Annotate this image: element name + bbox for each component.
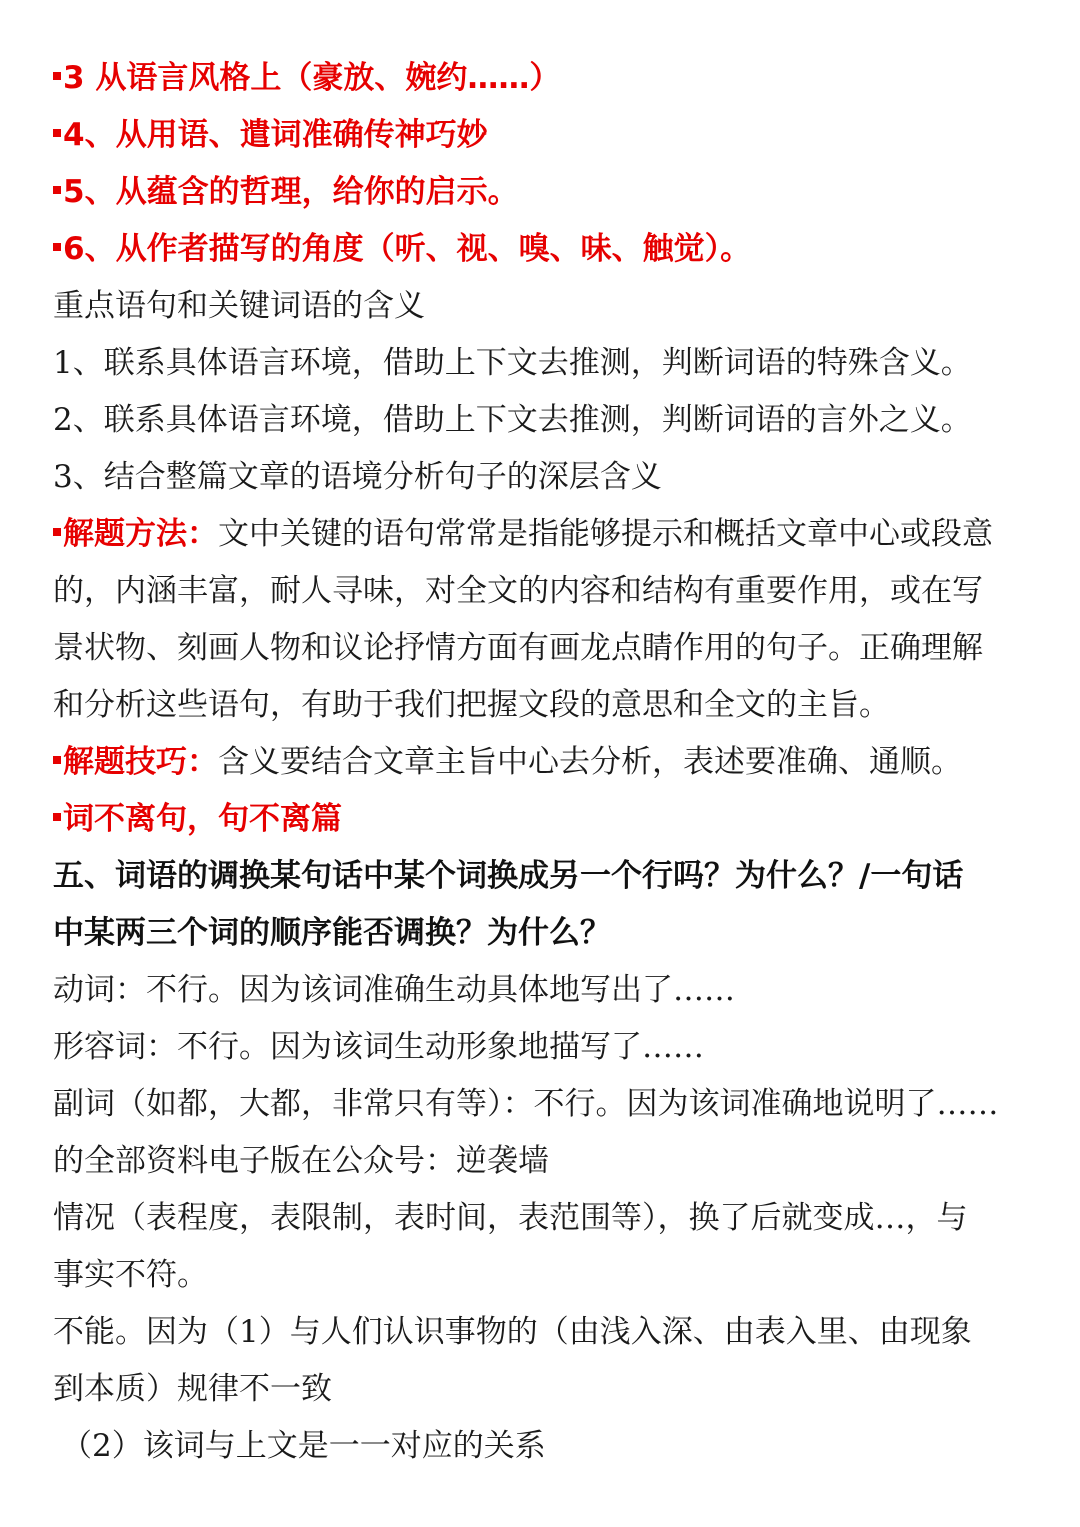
red-point-5-text: 5、从蕴含的哲理，给你的启示。 — [63, 174, 519, 210]
red-point-3-text: 3 从语言风格上（豪放、婉约……） — [63, 60, 561, 96]
red-motto-text: 词不离句，句不离篇 — [63, 801, 342, 837]
bullet-marker-icon — [53, 129, 61, 137]
bullet-marker-icon — [53, 243, 61, 251]
technique-label: 解题技巧： — [63, 744, 218, 780]
section-five-heading-line-2: 中某两三个词的顺序能否调换？为什么？ — [53, 915, 611, 951]
order-answer-line-2: 到本质）规律不一致 — [53, 1371, 332, 1407]
bullet-marker-icon — [53, 813, 61, 821]
adjective-answer: 形容词：不行。因为该词生动形象地描写了…… — [53, 1029, 704, 1065]
bullet-marker-icon — [53, 72, 61, 80]
verb-answer: 动词：不行。因为该词准确生动具体地写出了…… — [53, 972, 735, 1008]
bullet-marker-icon — [53, 528, 61, 536]
method-paragraph-line-1 — [53, 506, 1038, 563]
bullet-marker-icon — [53, 756, 61, 764]
red-point-5 — [53, 164, 1038, 221]
section-five-heading-line-1: 五、词语的调换某句话中某个词换成另一个行吗？为什么？/一句话 — [53, 858, 964, 894]
method-paragraph-line-2: 的，内涵丰富，耐人寻味，对全文的内容和结构有重要作用，或在写 — [53, 573, 983, 609]
key-point-2: 2、联系具体语言环境，借助上下文去推测，判断词语的言外之义。 — [53, 402, 972, 438]
red-point-4-text: 4、从用语、遣词准确传神巧妙 — [63, 117, 488, 153]
section-heading-key-sentences: 重点语句和关键词语的含义 — [53, 288, 425, 324]
red-point-3 — [53, 50, 1038, 107]
red-motto — [53, 791, 1038, 848]
method-text: 文中关键的语句常常是指能够提示和概括文章中心或段意 — [218, 516, 993, 552]
method-paragraph-line-4: 和分析这些语句，有助于我们把握文段的意思和全文的主旨。 — [53, 687, 890, 723]
red-point-6-text: 6、从作者描写的角度（听、视、嗅、味、触觉）。 — [63, 231, 752, 267]
key-point-3: 3、结合整篇文章的语境分析句子的深层含义 — [53, 459, 662, 495]
technique-line — [53, 734, 1038, 791]
red-point-4 — [53, 107, 1038, 164]
technique-text: 含义要结合文章主旨中心去分析，表述要准确、通顺。 — [218, 744, 962, 780]
watermark-line: 的全部资料电子版在公众号：逆袭墙 — [53, 1143, 549, 1179]
order-answer-line-1: 不能。因为（1）与人们认识事物的（由浅入深、由表入里、由现象 — [53, 1314, 972, 1350]
red-point-6 — [53, 221, 1038, 278]
order-answer-line-3: （2）该词与上文是一一对应的关系 — [61, 1428, 546, 1464]
method-label: 解题方法： — [63, 516, 218, 552]
bullet-marker-icon — [53, 186, 61, 194]
adverb-answer: 副词（如都，大都，非常只有等）：不行。因为该词准确地说明了…… — [53, 1086, 999, 1122]
adverb-answer-cont-1: 情况（表程度，表限制，表时间，表范围等），换了后就变成…，与 — [53, 1200, 968, 1236]
key-point-1: 1、联系具体语言环境，借助上下文去推测，判断词语的特殊含义。 — [53, 345, 972, 381]
adverb-answer-cont-2: 事实不符。 — [53, 1257, 208, 1293]
method-paragraph-line-3: 景状物、刻画人物和议论抒情方面有画龙点睛作用的句子。正确理解 — [53, 630, 983, 666]
document-page — [53, 50, 1038, 1475]
